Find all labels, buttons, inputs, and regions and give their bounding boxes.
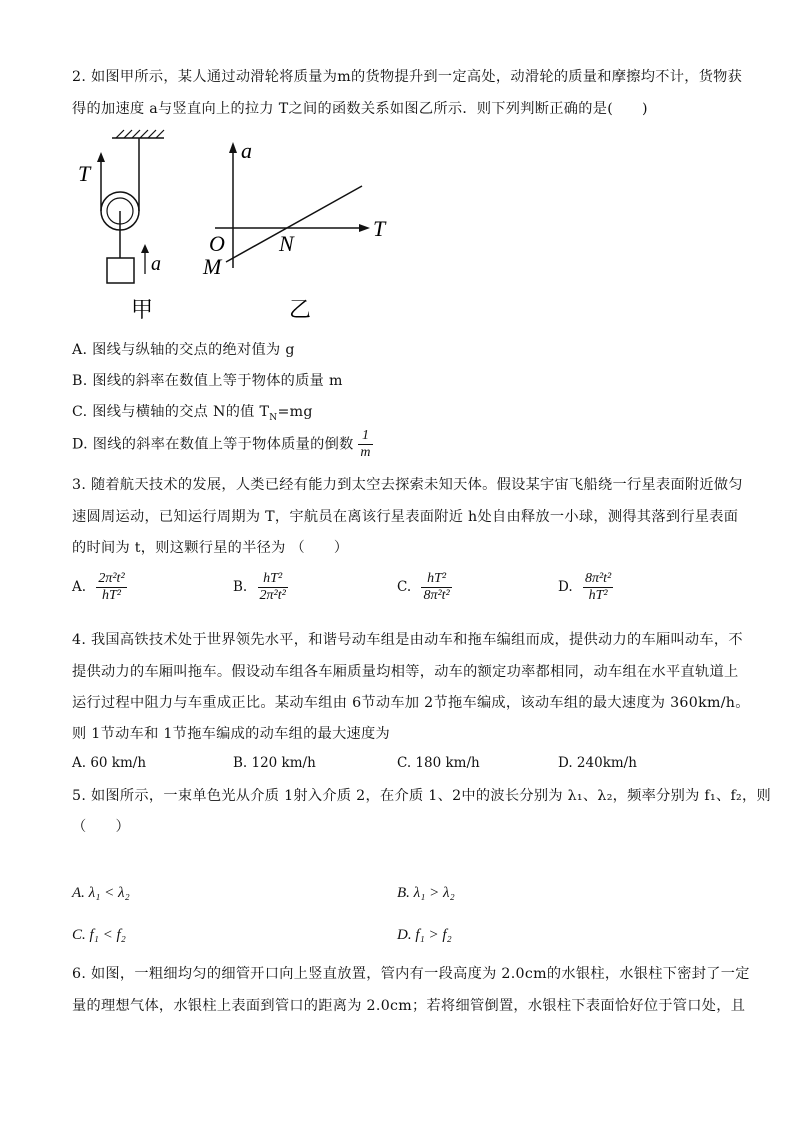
q6-stem-line-2: 量的理想气体，水银柱上表面到管口的距离为 2.0cm；若将细管倒置，水银柱下表面恰好位于管口处，且 bbox=[72, 998, 746, 1014]
frac-denominator: hT² bbox=[102, 588, 121, 604]
q3-option-a-fraction bbox=[96, 571, 126, 604]
q3-option-b bbox=[233, 571, 288, 604]
fig-N-label: N bbox=[279, 231, 294, 256]
q2-figure bbox=[0, 110, 794, 440]
q5-stem-line-2: （ ） bbox=[72, 819, 130, 835]
q5-option-c: C. f₁ < f₂ bbox=[72, 927, 126, 943]
q3-option-c-label: C. bbox=[397, 579, 412, 596]
q6-stem-line-1: 6. 如图，一粗细均匀的细管开口向上竖直放置，管内有一段高度为 2.0cm的水银柱，水银柱下密封了一定 bbox=[72, 966, 750, 982]
q2-option-b: B. 图线的斜率在数值上等于物体的质量 m bbox=[72, 373, 343, 389]
fig-T-label: T bbox=[78, 161, 91, 186]
q4-option-b: B. 120 km/h bbox=[233, 755, 316, 771]
q4-option-d: D. 240km/h bbox=[558, 755, 637, 771]
q2-option-a: A. 图线与纵轴的交点的绝对值为 g bbox=[72, 342, 295, 358]
frac-numerator: 1 bbox=[358, 428, 372, 445]
frac-denominator: 8π²t² bbox=[423, 588, 450, 604]
frac-denominator: hT² bbox=[588, 588, 608, 604]
q2-stem-line-2: 得的加速度 a与竖直向上的拉力 T之间的函数关系如图乙所示．则下列判断正确的是( ) bbox=[72, 101, 648, 117]
q3-option-d bbox=[558, 571, 613, 604]
q2-option-c-text: C. 图线与横轴的交点 N的值 T bbox=[72, 404, 270, 420]
q2-option-c-sub: N bbox=[269, 412, 278, 423]
fig-axis-a-label: a bbox=[241, 138, 252, 163]
q4-option-a: A. 60 km/h bbox=[72, 755, 147, 771]
q3-option-d-fraction bbox=[583, 571, 613, 604]
figure-yi bbox=[202, 138, 387, 322]
frac-numerator: hT² bbox=[258, 571, 288, 588]
frac-numerator: 8π²t² bbox=[583, 571, 613, 588]
q4-stem-line-1: 4. 我国高铁技术处于世界领先水平，和谐号动车组是由动车和拖车编组而成，提供动力的车厢叫动车，不 bbox=[72, 632, 743, 648]
q3-option-c-fraction bbox=[421, 571, 451, 604]
q4-option-c: C. 180 km/h bbox=[397, 755, 480, 771]
frac-denominator: 2π²t² bbox=[259, 588, 286, 604]
q5-option-d: D. f₁ > f₂ bbox=[397, 927, 452, 943]
q4-stem-line-3: 运行过程中阻力与车重成正比。某动车组由 6节动车加 2节拖车编成，该动车组的最大速度为 360km/h。 bbox=[72, 695, 750, 711]
q2-option-d-fraction bbox=[358, 428, 372, 461]
fig-O-label: O bbox=[209, 231, 225, 256]
fig-jia-caption: 甲 bbox=[131, 297, 154, 322]
q2-option-d-text: D. 图线的斜率在数值上等于物体质量的倒数 bbox=[72, 436, 354, 453]
fig-yi-caption: 乙 bbox=[289, 297, 312, 322]
q3-option-c bbox=[397, 571, 452, 604]
frac-denominator: m bbox=[360, 445, 371, 461]
q4-stem-line-2: 提供动力的车厢叫拖车。假设动车组各车厢质量均相等，动车的额定功率都相同，动车组在水平直轨道上 bbox=[72, 664, 739, 680]
q3-stem-line-1: 3. 随着航天技术的发展，人类已经有能力到太空去探索未知天体。假设某宇宙飞船绕一行星表面附近做匀 bbox=[72, 477, 743, 493]
fig-a-label: a bbox=[151, 253, 161, 275]
q3-option-a bbox=[72, 571, 127, 604]
q3-option-a-label: A. bbox=[72, 579, 87, 596]
q3-stem-line-3: 的时间为 t，则这颗行星的半径为 （ ） bbox=[72, 540, 349, 556]
q3-option-b-fraction bbox=[258, 571, 288, 604]
q2-option-c-tail: =mg bbox=[277, 404, 313, 420]
q5-option-b: B. λ₁ > λ₂ bbox=[397, 885, 455, 901]
fig-axis-T-label: T bbox=[373, 216, 386, 241]
frac-numerator: hT² bbox=[421, 571, 451, 588]
q2-option-c bbox=[72, 401, 313, 423]
q3-option-d-label: D. bbox=[558, 579, 573, 596]
figure-jia bbox=[78, 130, 164, 322]
frac-numerator: 2π²t² bbox=[96, 571, 126, 588]
q4-stem-line-4: 则 1节动车和 1节拖车编成的动车组的最大速度为 bbox=[72, 726, 391, 742]
q2-stem-line-1: 2. 如图甲所示，某人通过动滑轮将质量为m的货物提升到一定高处，动滑轮的质量和摩擦均不计，货物获 bbox=[72, 69, 743, 85]
q5-option-a: A. λ₁ < λ₂ bbox=[72, 885, 130, 901]
q3-stem-line-2: 速圆周运动，已知运行周期为 T，宇航员在离该行星表面附近 h处自由释放一小球，测得其落到行星表面 bbox=[72, 509, 739, 525]
fig-M-label: M bbox=[203, 254, 222, 279]
q5-stem-line-1: 5. 如图所示，一束单色光从介质 1射入介质 2，在介质 1、2中的波长分别为 λ₁、λ₂，频率分别为 f₁、f₂，则 bbox=[72, 788, 771, 804]
q2-option-d bbox=[72, 428, 373, 461]
q3-option-b-label: B. bbox=[233, 579, 248, 596]
